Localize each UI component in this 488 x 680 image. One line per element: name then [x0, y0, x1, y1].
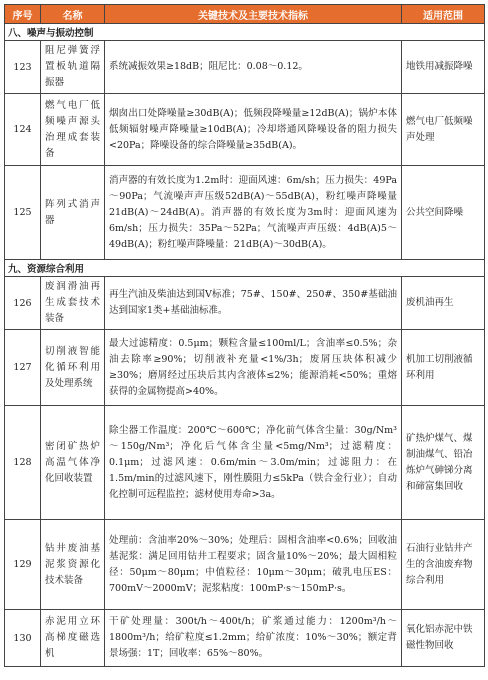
- table-row: [5, 166, 485, 260]
- row-num: 126: [5, 277, 41, 330]
- row-num: 129: [5, 520, 41, 610]
- row-spec: 最大过滤精度：0.5μm；颗粒含量≤100ml/L；含油率≤0.5%；杂油去除率≥90%；切削液补充量<1%/3h；废屑压块体积减少≥30%；磨屑经过压块后其内含液体≤2%；能源消耗<50%；重熔获得的金属物提高>40%。: [105, 330, 402, 406]
- table-row: [5, 277, 485, 330]
- table-row: [5, 41, 485, 94]
- row-num: 130: [5, 610, 41, 667]
- row-scope: 燃气电厂低频噪声处理: [402, 94, 485, 166]
- row-scope: 氧化铝赤泥中铁磁性物回收: [402, 610, 485, 667]
- row-scope: 机加工切削液循环利用: [402, 330, 485, 406]
- row-num: 123: [5, 41, 41, 94]
- header-spec: 关键技术及主要技术指标: [105, 5, 402, 24]
- section-title: 九、资源综合利用: [5, 260, 485, 277]
- row-num: 124: [5, 94, 41, 166]
- row-scope: 废机油再生: [402, 277, 485, 330]
- row-spec: 除尘器工作温度：200℃～600℃；净化前气体含尘量：30g/Nm³～150g/Nm³；净化后气体含尘量<5mg/Nm³；过滤精度：0.1μm；过滤风速：0.6m/min～3.0m/min；过滤阻力：在1.5m/min的过滤风速下，刚性膜阻力≤5kPa（铁合金行业）；自动化控制可远程监控；滤材使用寿命>3a。: [105, 406, 402, 520]
- row-name: 密闭矿热炉高温气体净化回收装置: [41, 406, 105, 520]
- row-num: 128: [5, 406, 41, 520]
- section-row: [5, 260, 485, 277]
- row-name: 阻尼弹簧浮置板轨道隔振器: [41, 41, 105, 94]
- row-scope: 矿热炉煤气、煤制油煤气、铅冶炼炉气砷锑分离和碲富集回收: [402, 406, 485, 520]
- row-scope: 石油行业钻井产生的含油废弃物综合利用: [402, 520, 485, 610]
- row-name: 切削液智能化循环利用及处理系统: [41, 330, 105, 406]
- table-row: [5, 94, 485, 166]
- row-name: 赤泥用立环高梯度磁选机: [41, 610, 105, 667]
- row-spec: 系统减振效果≥18dB；阻尼比：0.08～0.12。: [105, 41, 402, 94]
- row-num: 125: [5, 166, 41, 260]
- header-num: 序号: [5, 5, 41, 24]
- technology-table: [4, 4, 485, 667]
- row-scope: 地铁用减振降噪: [402, 41, 485, 94]
- document-page: [4, 4, 484, 667]
- table-row: [5, 406, 485, 520]
- row-spec: 干矿处理量：300t/h～400t/h；矿浆通过能力：1200m³/h～1800m³/h；给矿粒度≤1.2mm；给矿浓度：10%～30%；额定背景场强：1T；回收率：65%～80%。: [105, 610, 402, 667]
- row-spec: 再生汽油及柴油达到国Ⅴ标准；75#、150#、250#、350#基础油达到国家1类+基础油标准。: [105, 277, 402, 330]
- table-row: [5, 610, 485, 667]
- row-spec: 烟囱出口处降噪量≥30dB(A)；低频段降噪量≥12dB(A)；锅炉本体低频辐射噪声降噪量≥10dB(A)；冷却塔通风降噪设备的阻力损失<20Pa；降噪设备的综合降噪量≥35dB(A)。: [105, 94, 402, 166]
- header-name: 名称: [41, 5, 105, 24]
- table-row: [5, 330, 485, 406]
- table-header-row: [5, 5, 485, 24]
- row-name: 阵列式消声器: [41, 166, 105, 260]
- section-row: [5, 24, 485, 41]
- section-title: 八、噪声与振动控制: [5, 24, 485, 41]
- row-scope: 公共空间降噪: [402, 166, 485, 260]
- row-spec: 消声器的有效长度为1.2m时：迎面风速：6m/sh；压力损失：49Pa～90Pa；气流噪声声压级52dB(A)～55dB(A)，粉红噪声降噪量21dB(A)～24dB(A)。消声器的有效长度为3m时：迎面风速为6m/sh；压力损失：35Pa～52Pa；气流噪声声压级：4dB(A)5～49dB(A)；粉红噪声降噪量：21dB(A)～30dB(A)。: [105, 166, 402, 260]
- row-name: 燃气电厂低频噪声源头治理成套装备: [41, 94, 105, 166]
- row-num: 127: [5, 330, 41, 406]
- table-row: [5, 520, 485, 610]
- row-name: 钻井废油基泥浆资源化技术装备: [41, 520, 105, 610]
- row-name: 废润滑油再生成套技术装备: [41, 277, 105, 330]
- header-scope: 适用范围: [402, 5, 485, 24]
- row-spec: 处理前：含油率20%～30%；处理后：固相含油率<0.6%；回收油基泥浆：满足回用钻井工程要求；固含量10%～20%；最大固相粒径：50μm～80μm；中值粒径：10μm～30μm；破乳电压ES：700mV～2000mV；泥浆粘度：100mP·s～150mP·s。: [105, 520, 402, 610]
